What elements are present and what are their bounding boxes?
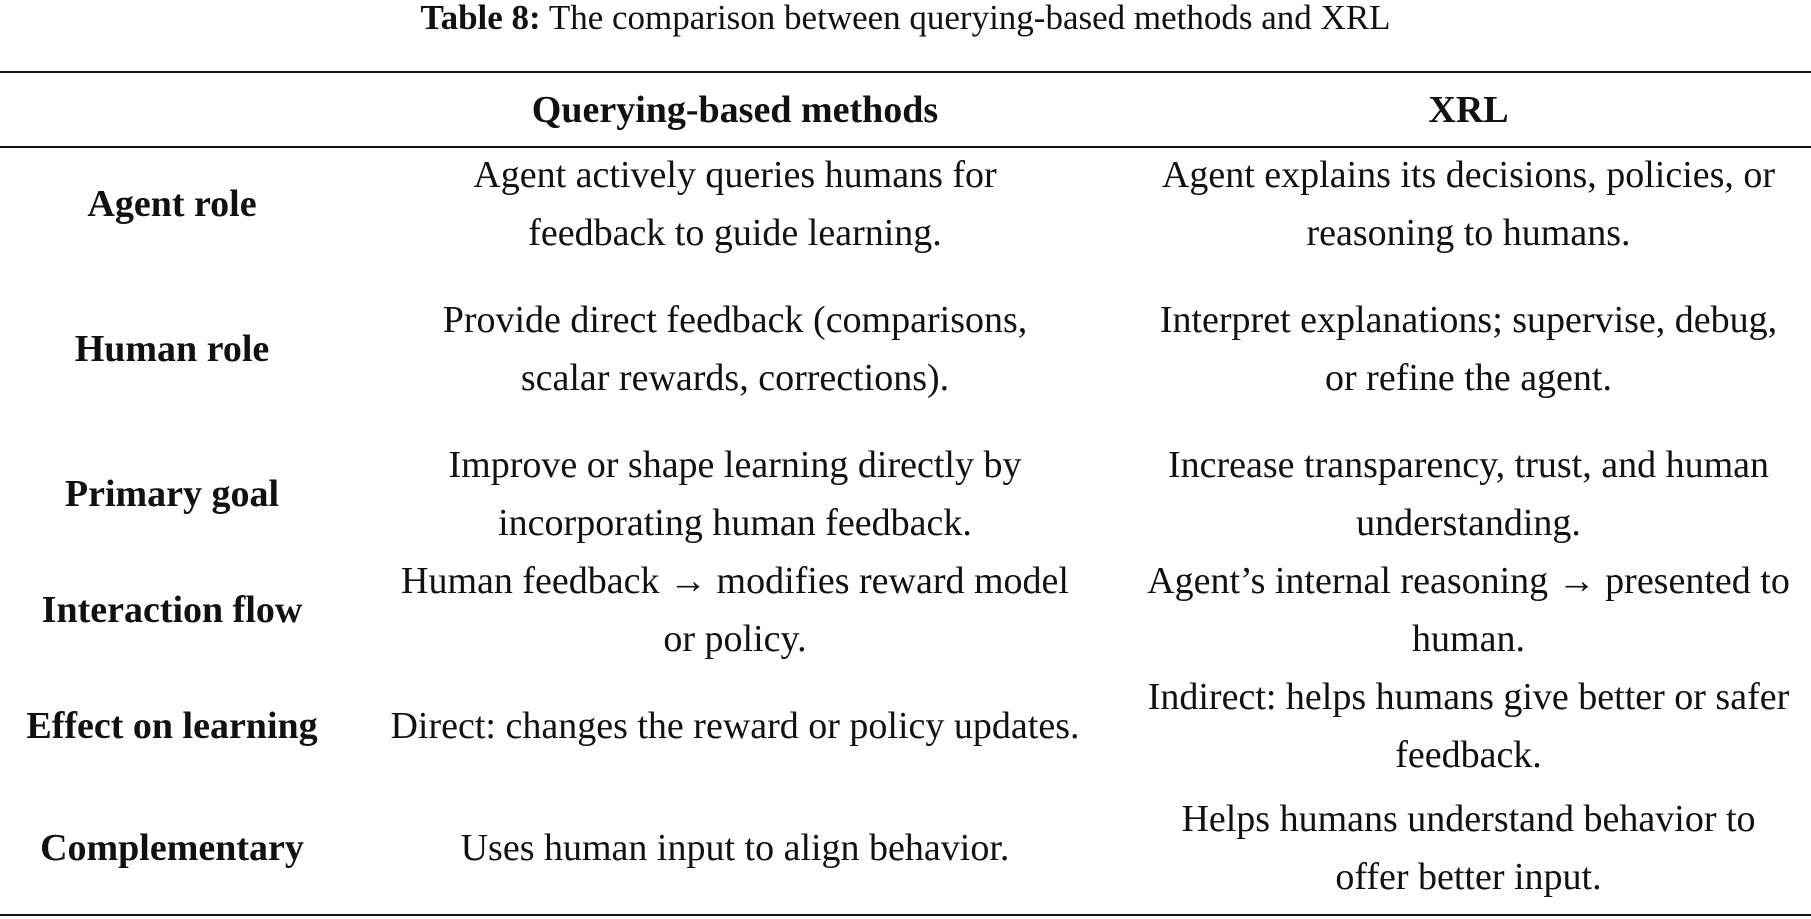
cell-xrl — [1126, 784, 1811, 912]
cell-xrl — [1126, 552, 1811, 668]
cell-xrl — [1126, 668, 1811, 784]
row-header-interaction-flow: Interaction flow — [41, 589, 303, 631]
cell-text: Improve or shape learning directly by incorporating human feedback. — [448, 444, 1022, 544]
table-bottom-rule — [0, 914, 1811, 916]
cell-text: Uses human input to align behavior. — [460, 827, 1010, 869]
table-row — [0, 262, 1811, 436]
column-header-empty — [0, 73, 344, 146]
table-caption — [0, 0, 1811, 36]
cell-querying — [344, 784, 1126, 912]
cell-xrl — [1126, 436, 1811, 552]
table-row — [0, 784, 1811, 912]
table-caption-label: Table 8: — [420, 0, 541, 37]
cell-xrl — [1126, 262, 1811, 436]
cell-text: Indirect: helps humans give better or safer feedback. — [1147, 676, 1790, 776]
row-header-complementary: Complementary — [40, 827, 304, 869]
cell-querying — [344, 146, 1126, 262]
row-header-effect-on-learning: Effect on learning — [26, 705, 318, 747]
cell-text: Agent explains its decisions, policies, or reasoning to humans. — [1161, 154, 1776, 254]
row-header-human-role: Human role — [74, 328, 270, 370]
cell-querying — [344, 668, 1126, 784]
cell-text: Agent actively queries humans for feedback to guide learning. — [473, 154, 997, 254]
cell-text: Human feedback → modifies reward model or policy. — [401, 560, 1069, 660]
column-header-xrl: XRL — [1428, 88, 1509, 131]
table-header-row — [0, 73, 1811, 146]
cell-querying — [344, 552, 1126, 668]
cell-querying — [344, 262, 1126, 436]
column-header-querying: Querying-based methods — [531, 88, 939, 131]
row-header-primary-goal: Primary goal — [64, 473, 280, 515]
cell-text: Direct: changes the reward or policy updates. — [390, 705, 1080, 747]
cell-xrl — [1126, 146, 1811, 262]
table-caption-text: The comparison between querying-based methods and XRL — [540, 0, 1391, 37]
cell-text: Interpret explanations; supervise, debug, or refine the agent. — [1159, 299, 1778, 399]
cell-text: Provide direct feedback (comparisons, scalar rewards, corrections). — [442, 299, 1028, 399]
cell-querying — [344, 436, 1126, 552]
table-row — [0, 552, 1811, 668]
cell-text: Increase transparency, trust, and human understanding. — [1167, 444, 1770, 544]
row-header-agent-role: Agent role — [87, 183, 257, 225]
comparison-table — [0, 73, 1811, 912]
cell-text: Helps humans understand behavior to offer better input. — [1181, 798, 1756, 898]
table-row — [0, 436, 1811, 552]
table-row — [0, 668, 1811, 784]
cell-text: Agent’s internal reasoning → presented to human. — [1147, 560, 1790, 660]
table-row — [0, 146, 1811, 262]
